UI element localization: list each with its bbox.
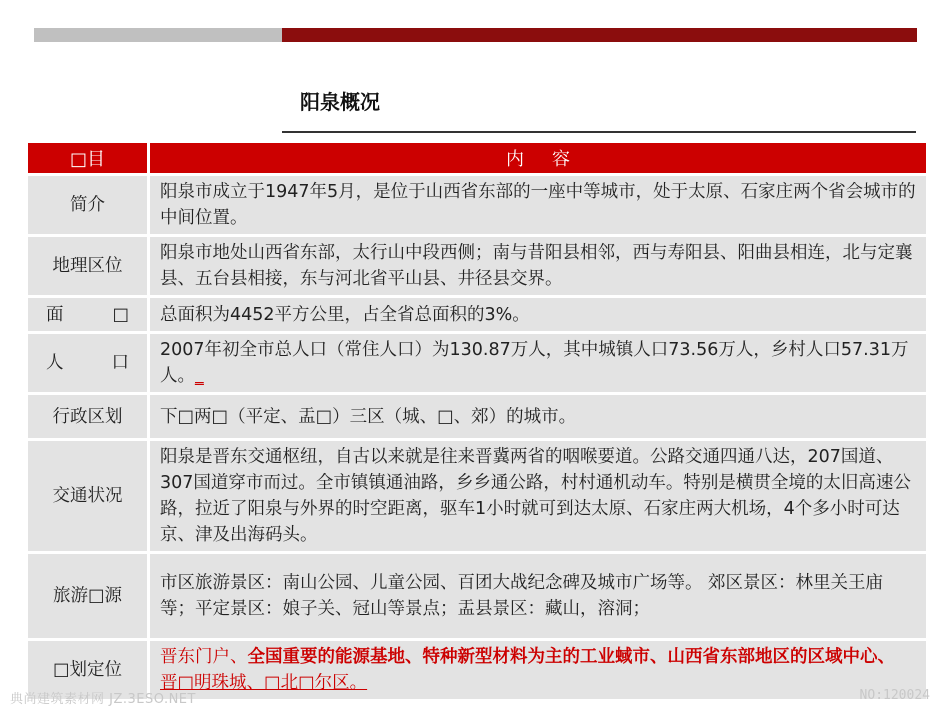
top-bar-gray [34,28,282,42]
row-label: 地理区位 [28,237,150,295]
positioning-red-text: 晋东门户、 [160,647,248,667]
page-title: 阳泉概况 [300,90,380,114]
row-label: 人口 [28,334,150,392]
row-label: 面□ [28,298,150,331]
row-label: 行政区划 [28,395,150,438]
row-content: 市区旅游景区：南山公园、儿童公园、百团大战纪念碑及城市广场等。 郊区景区：林里关王庙等；平定景区：娘子关、冠山等景点；盂县景区：藏山，溶洞； [150,554,926,638]
table-row [28,237,926,295]
row-content: 下□两□（平定、盂□）三区（城、□、郊）的城市。 [150,395,926,438]
table-row [28,554,926,638]
table-header-row [28,143,926,173]
positioning-bold-text: 全国重要的能源基地、特种新型材料为主的工业蜮市、山西省东部地区的区域中心、 [247,647,895,667]
table-row [28,395,926,438]
table-row [28,176,926,234]
footer-watermark: 典尚建筑素材网 JZ.3ESO.NET [10,692,196,707]
overview-table [28,140,926,702]
row-label: 交通状况 [28,441,150,551]
top-bar-red [282,28,917,42]
header-content: 内容 [150,143,926,173]
row-content: 阳泉市成立于1947年5月，是位于山西省东部的一座中等城市，处于太原、石家庄两个省会城市的中间位置。 [150,176,926,234]
row-content: 阳泉市地处山西省东部，太行山中段西侧；南与昔阳县相邻，西与寿阳县、阳曲县相连，北与定襄县、五台县相接，东与河北省平山县、井径县交界。 [150,237,926,295]
table-row [28,298,926,331]
footer-number: NO:120024 [859,688,930,703]
population-text: 2007年初全市总人口（常住人口）为130.87万人，其中城镇人口73.56万人，乡村人口57.31万人。 [160,340,909,386]
row-label: 旅游□源 [28,554,150,638]
row-content: 总面积为4452平方公里，占全省总面积的3%。 [150,298,926,331]
row-content [150,641,926,699]
row-label: 简介 [28,176,150,234]
title-divider [282,131,916,133]
trailing-mark: _ [195,366,204,386]
table-row [28,334,926,392]
row-content [150,334,926,392]
header-item: □目 [28,143,150,173]
table-row [28,441,926,551]
positioning-link[interactable]: 晋□明珠城、□北□尔区。 [160,673,368,693]
row-content: 阳泉是晋东交通枢纽，自古以来就是往来晋冀两省的咽喉要道。公路交通四通八达，207国道、307国道穿市而过。全市镇镇通油路，乡乡通公路，村村通机动车。特别是横贯全境的太旧高速公路，拉近了阳泉与外界的时空距离，驱车1小时就可到达太原、石家庄两大机场，4个多小时可达京、津及出海码头。 [150,441,926,551]
row-label: □划定位 [28,641,150,699]
